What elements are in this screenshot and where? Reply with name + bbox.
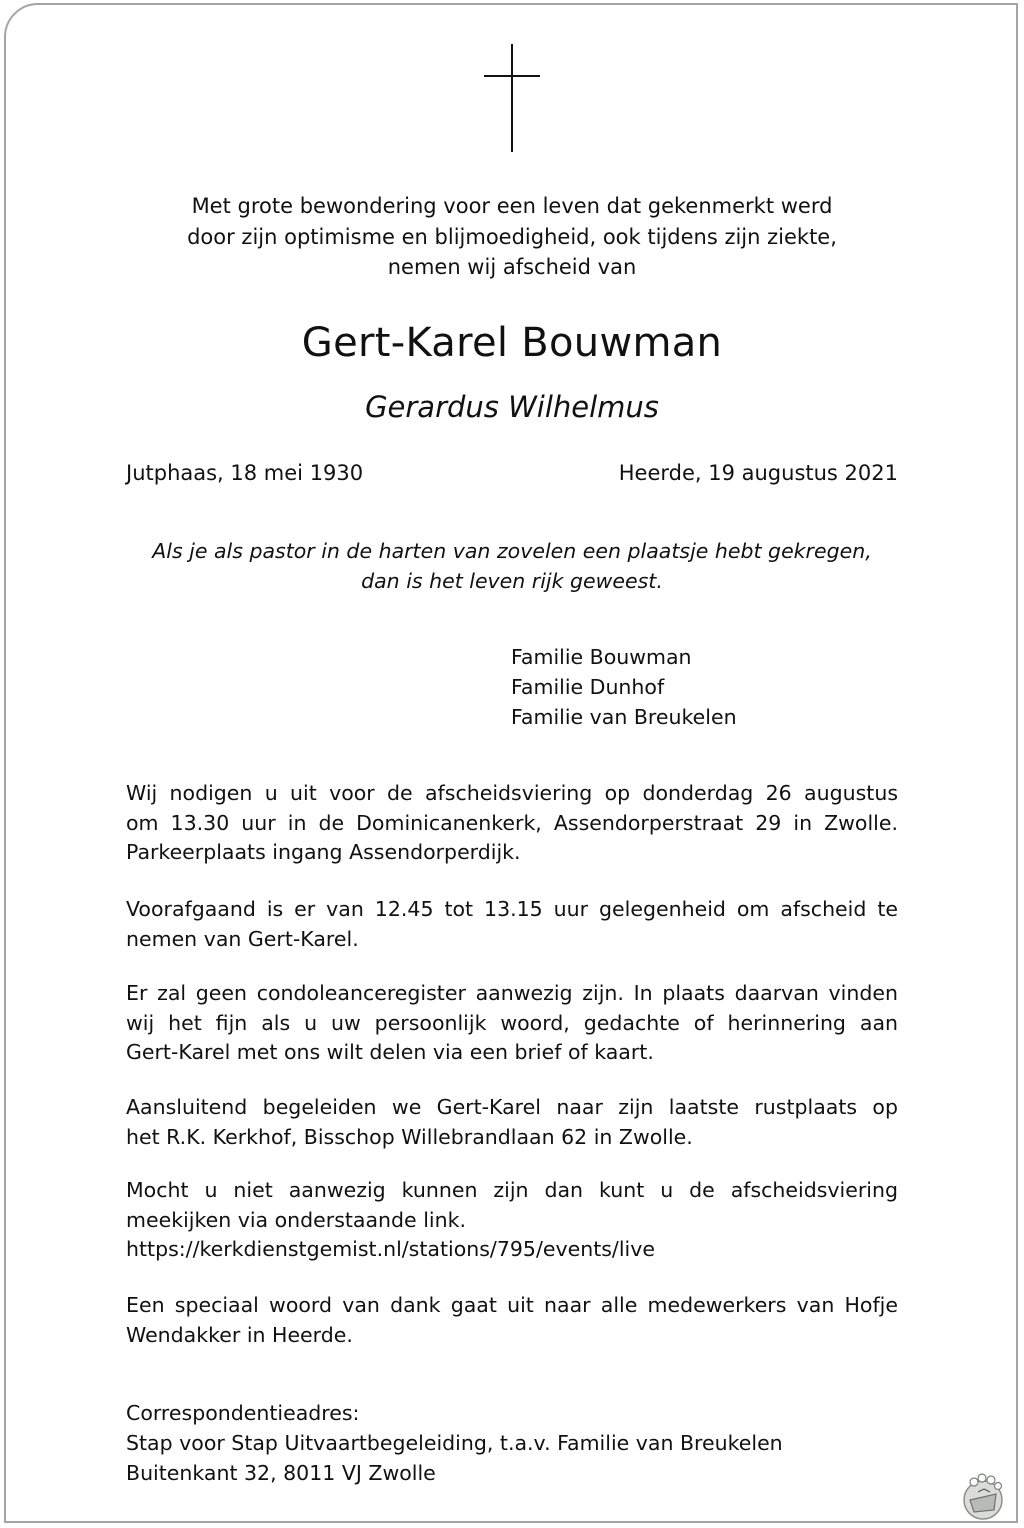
livestream-link[interactable]: https://kerkdienstgemist.nl/stations/795/events/live (126, 1237, 655, 1261)
memorial-quote (126, 536, 898, 596)
intro-line: Met grote bewondering voor een leven dat gekenmerkt werd (191, 194, 833, 218)
paragraph-line: Mocht u niet aanwezig kunnen zijn dan kunt u de afscheidsviering (126, 1178, 898, 1202)
correspondence-line: Buitenkant 32, 8011 VJ Zwolle (126, 1461, 436, 1485)
given-names: Gerardus Wilhelmus (365, 390, 659, 424)
paragraph-line: om 13.30 uur in de Dominicanenkerk, Assendorperstraat 29 in Zwolle. (126, 810, 898, 835)
paragraph-line: Parkeerplaats ingang Assendorperdijk. (126, 840, 521, 864)
quote-line: Als je als pastor in de harten van zovelen een plaatsje hebt gekregen, (152, 539, 872, 563)
paragraph-line: meekijken via onderstaande link. (126, 1207, 466, 1232)
paragraph-line: Een speciaal woord van dank gaat uit naar alle medewerkers van Hofje (126, 1293, 898, 1317)
paragraph-condolence (126, 979, 898, 1068)
correspondence-line: Correspondentieadres: (126, 1401, 360, 1425)
paragraph-viewing (126, 895, 898, 954)
intro-text (126, 191, 898, 283)
paragraph-line: het R.K. Kerkhof, Bisschop Willebrandlaan 62 in Zwolle. (126, 1124, 693, 1149)
flowers-basket-logo (960, 1470, 1006, 1520)
paragraph-line: Wendakker in Heerde. (126, 1322, 353, 1347)
paragraph-burial (126, 1093, 898, 1152)
family-name: Familie van Breukelen (511, 705, 737, 729)
quote-line: dan is het leven rijk geweest. (361, 569, 663, 593)
paragraph-line: Wij nodigen u uit voor de afscheidsviering op donderdag 26 augustus (126, 781, 898, 805)
paragraph-line: Er zal geen condoleanceregister aanwezig zijn. In plaats daarvan vinden (126, 981, 898, 1005)
family-signatures (511, 642, 737, 732)
correspondence-address (126, 1398, 783, 1488)
paragraph-line: Voorafgaand is er van 12.45 tot 13.15 uur gelegenheid om afscheid te (126, 897, 898, 921)
family-name: Familie Bouwman (511, 645, 692, 669)
birth-date: Jutphaas, 18 mei 1930 (126, 461, 364, 485)
paragraph-line: nemen van Gert-Karel. (126, 926, 359, 951)
intro-line: nemen wij afscheid van (387, 255, 637, 279)
cross-icon (484, 44, 540, 154)
paragraph-livestream (126, 1176, 898, 1265)
family-name: Familie Dunhof (511, 675, 665, 699)
death-date: Heerde, 19 augustus 2021 (618, 461, 898, 485)
paragraph-invitation (126, 779, 898, 868)
paragraph-line: Gert-Karel met ons wilt delen via een brief of kaart. (126, 1040, 654, 1064)
intro-line: door zijn optimisme en blijmoedigheid, ook tijdens zijn ziekte, (187, 224, 837, 249)
paragraph-thanks (126, 1291, 898, 1350)
paragraph-line: wij het fijn als u uw persoonlijk woord, gedachte of herinnering aan (126, 1010, 898, 1035)
correspondence-line: Stap voor Stap Uitvaartbegeleiding, t.a.v. Familie van Breukelen (126, 1431, 783, 1455)
life-dates (126, 457, 898, 489)
deceased-name: Gert-Karel Bouwman (301, 320, 723, 366)
paragraph-line: Aansluitend begeleiden we Gert-Karel naar zijn laatste rustplaats op (126, 1095, 898, 1119)
